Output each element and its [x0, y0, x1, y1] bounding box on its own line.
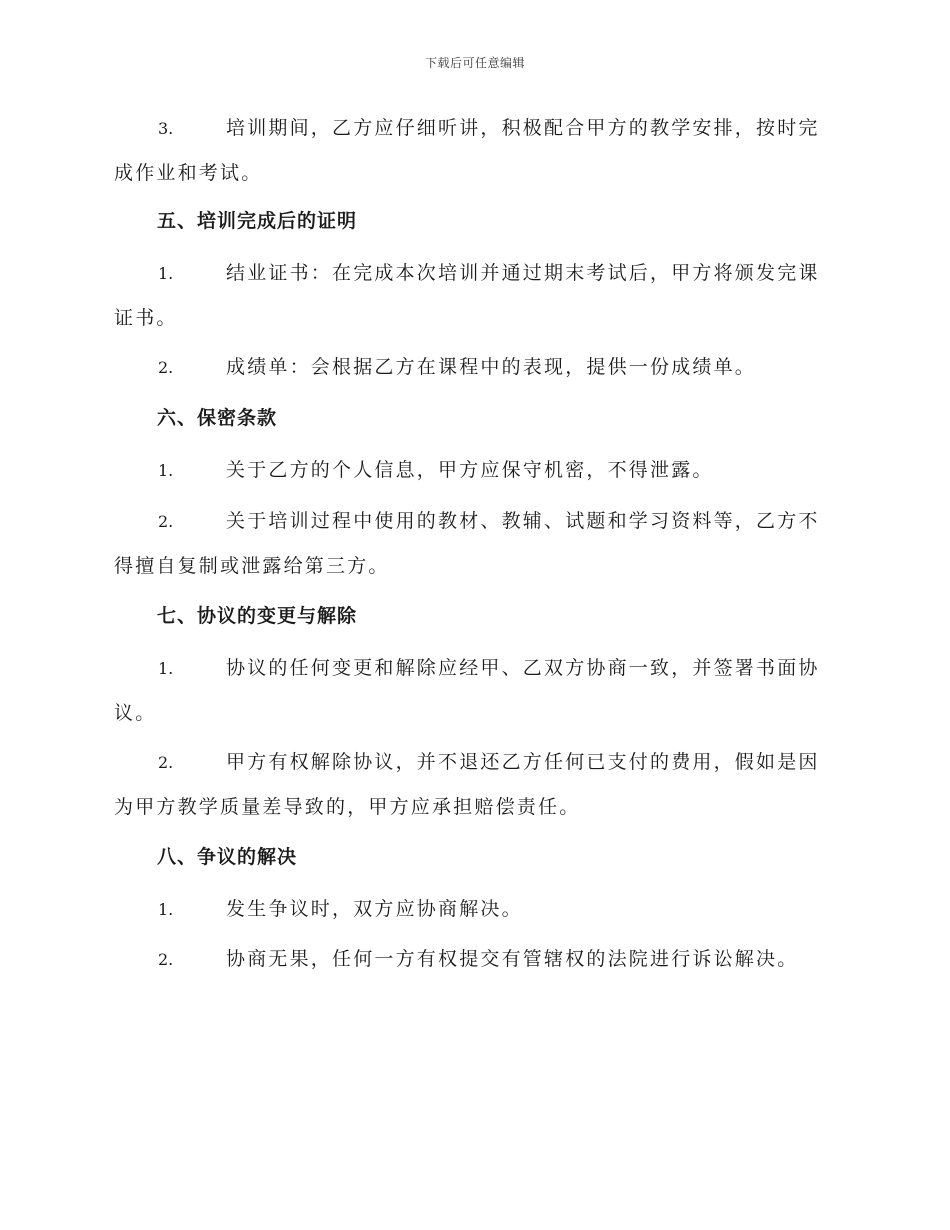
list-item [114, 251, 831, 340]
list-item [114, 345, 831, 390]
list-item [114, 499, 831, 588]
section-heading-amendment: 七、协议的变更与解除 [157, 605, 358, 627]
item-number: 2. [158, 753, 174, 772]
item-text: 发生争议时，双方应协商解决。 [226, 898, 523, 920]
item-text: 培训期间，乙方应仔细听讲，积极配合甲方的教学安排，按时完成作业和考试。 [114, 117, 820, 184]
list-item [114, 740, 831, 829]
section-heading-confidentiality: 六、保密条款 [157, 407, 278, 429]
item-number: 2. [158, 512, 174, 531]
item-text: 关于乙方的个人信息，甲方应保守机密，不得泄露。 [226, 459, 714, 481]
item-text: 协议的任何变更和解除应经甲、乙双方协商一致，并签署书面协议。 [114, 657, 820, 724]
section-heading-dispute: 八、争议的解决 [157, 846, 298, 868]
section-heading-certificate: 五、培训完成后的证明 [157, 210, 358, 232]
item-number: 1. [158, 264, 174, 283]
item-number: 3. [158, 119, 174, 138]
item-number: 1. [158, 900, 174, 919]
item-number: 1. [158, 461, 174, 480]
list-item [114, 106, 831, 195]
item-text: 甲方有权解除协议，并不退还乙方任何已支付的费用，假如是因为甲方教学质量差导致的，甲方应承担赔偿责任。 [114, 751, 820, 818]
item-number: 1. [158, 659, 174, 678]
page-header-caption: 下载后可任意编辑 [424, 56, 525, 70]
item-text: 成绩单：会根据乙方在课程中的表现，提供一份成绩单。 [226, 356, 757, 378]
item-text: 结业证书：在完成本次培训并通过期末考试后，甲方将颁发完课证书。 [114, 262, 820, 329]
list-item [114, 887, 831, 932]
item-number: 2. [158, 950, 174, 969]
item-text: 协商无果，任何一方有权提交有管辖权的法院进行诉讼解决。 [226, 948, 799, 970]
list-item [114, 937, 831, 982]
list-item [114, 646, 831, 735]
item-number: 2. [158, 358, 174, 377]
list-item [114, 448, 831, 493]
item-text: 关于培训过程中使用的教材、教辅、试题和学习资料等，乙方不得擅自复制或泄露给第三方。 [114, 510, 820, 577]
